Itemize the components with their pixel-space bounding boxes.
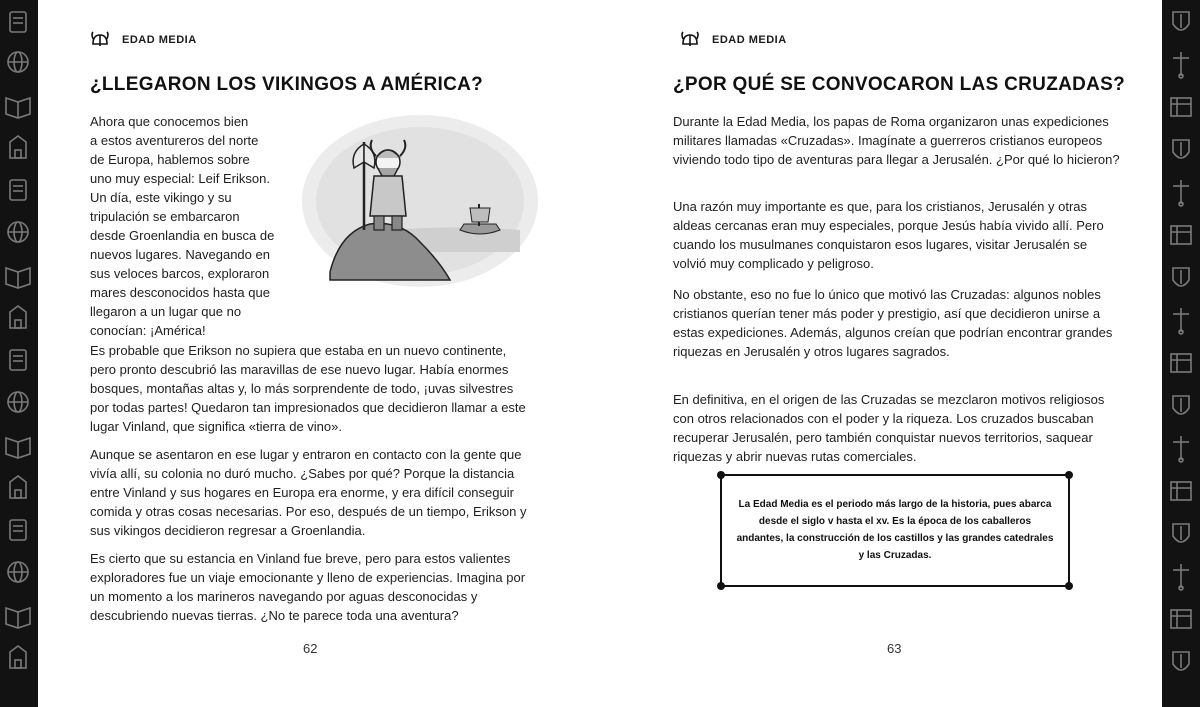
right-page-header <box>680 30 787 50</box>
right-decorative-strip <box>1162 0 1200 707</box>
paragraph-2: Es probable que Erikson no supiera que estaba en un nuevo continente, pero pronto descubrió las maravillas de ese nuevo lugar. Había enormes bosques, montañas altas y, lo más sorprendente de todo, ¡uvas silvestres por todas partes! Quedaron tan impresionados que decidieron llamar a este lugar Vinland, que significa «tierra de vino». <box>90 343 526 434</box>
paragraph-3: Aunque se asentaron en ese lugar y entraron en contacto con la gente que vivía allí, su colonia no duró mucho. ¿Sabes por qué? Porque la distancia entre Vinland y sus hogares en Europa era enorme, y era difícil conseguir comida y otras cosas necesarias. Por eso, después de un tiempo, Erikson y sus vikingos decidieron regresar a Groenlandia. <box>90 447 527 538</box>
paragraph-2: Una razón muy importante es que, para los cristianos, Jerusalén y otras aldeas cercanas eran muy especiales, porque Jesús había vivido allí. Pero cuando los musulmanes conquistaron esos lugares, visitar Jerusalén se volvió muy complicado y peligroso. <box>673 199 1104 271</box>
viking-helmet-icon <box>90 30 110 50</box>
page-title: ¿LLEGARON LOS VIKINGOS A AMÉRICA? <box>90 74 484 95</box>
intro-line: mares desconocidos hasta que <box>90 285 270 300</box>
left-page <box>50 0 570 707</box>
medieval-icon-pattern-icon <box>1162 0 1200 707</box>
info-box-text: La Edad Media es el periodo más largo de la historia, pues abarca desde el siglo v hasta el xv. Es la época de los caballeros andantes, la construcción de los castillos y las grandes catedrales y las Cruzadas. <box>736 499 1054 561</box>
corner-dot <box>717 471 725 479</box>
intro-line: uno muy especial: Leif Erikson. <box>90 171 270 186</box>
intro-line: a estos aventureros del norte <box>90 133 259 148</box>
page-title: ¿POR QUÉ SE CONVOCARON LAS CRUZADAS? <box>673 74 1126 95</box>
left-decorative-strip <box>0 0 38 707</box>
intro-line: conocían: ¡América! <box>90 323 206 338</box>
history-icon-pattern-icon <box>0 0 38 707</box>
intro-line: desde Groenlandia en busca de <box>90 228 275 243</box>
intro-line: de Europa, hablemos sobre <box>90 152 250 167</box>
viking-on-rock-illustration-icon <box>300 112 540 290</box>
paragraph-1: Durante la Edad Media, los papas de Roma organizaron unas expediciones militares llamadas «Cruzadas». Imagínate a guerreros cristianos europeos viviendo todo tipo de aventuras para llegar a Jerusalén. ¿Por qué lo hicieron? <box>673 114 1120 167</box>
info-box <box>720 474 1070 587</box>
intro-line: nuevos lugares. Navegando en <box>90 247 270 262</box>
paragraph-4: Es cierto que su estancia en Vinland fue breve, pero para estos valientes exploradores fue un viaje emocionante y lleno de experiencias. Imagina por un momento a los marineros navegando por aguas desconocidas y descubriendo nuevas tierras. ¿No te parece toda una aventura? <box>90 551 526 623</box>
section-label: EDAD MEDIA <box>122 34 197 46</box>
intro-paragraph <box>90 112 305 340</box>
intro-line: Un día, este vikingo y su <box>90 190 232 205</box>
right-page <box>640 0 1150 707</box>
paragraph-4: En definitiva, en el origen de las Cruzadas se mezclaron motivos religiosos con otros relacionados con el poder y la riqueza. Los cruzados buscaban recuperar Jerusalén, pero también conquistar nuevos territorios, saquear riquezas y abrir nuevas rutas comerciales. <box>673 392 1105 464</box>
left-page-header <box>90 30 197 50</box>
paragraph-3: No obstante, eso no fue lo único que motivó las Cruzadas: algunos nobles cristianos querían tener más poder y prestigio, así que decidieron unirse a estas expediciones. Además, algunos creían que podrían encontrar grandes riquezas en Jerusalén y otros lugares sagrados. <box>673 287 1113 359</box>
intro-line: tripulación se embarcaron <box>90 209 240 224</box>
page-number: 63 <box>887 641 902 656</box>
corner-dot <box>1065 582 1073 590</box>
corner-dot <box>1065 471 1073 479</box>
intro-line: sus veloces barcos, exploraron <box>90 266 270 281</box>
section-label: EDAD MEDIA <box>712 34 787 46</box>
viking-helmet-icon <box>680 30 700 50</box>
intro-line: llegaron a un lugar que no <box>90 304 242 319</box>
corner-dot <box>717 582 725 590</box>
page-number: 62 <box>303 641 318 656</box>
intro-line: Ahora que conocemos bien <box>90 114 249 129</box>
